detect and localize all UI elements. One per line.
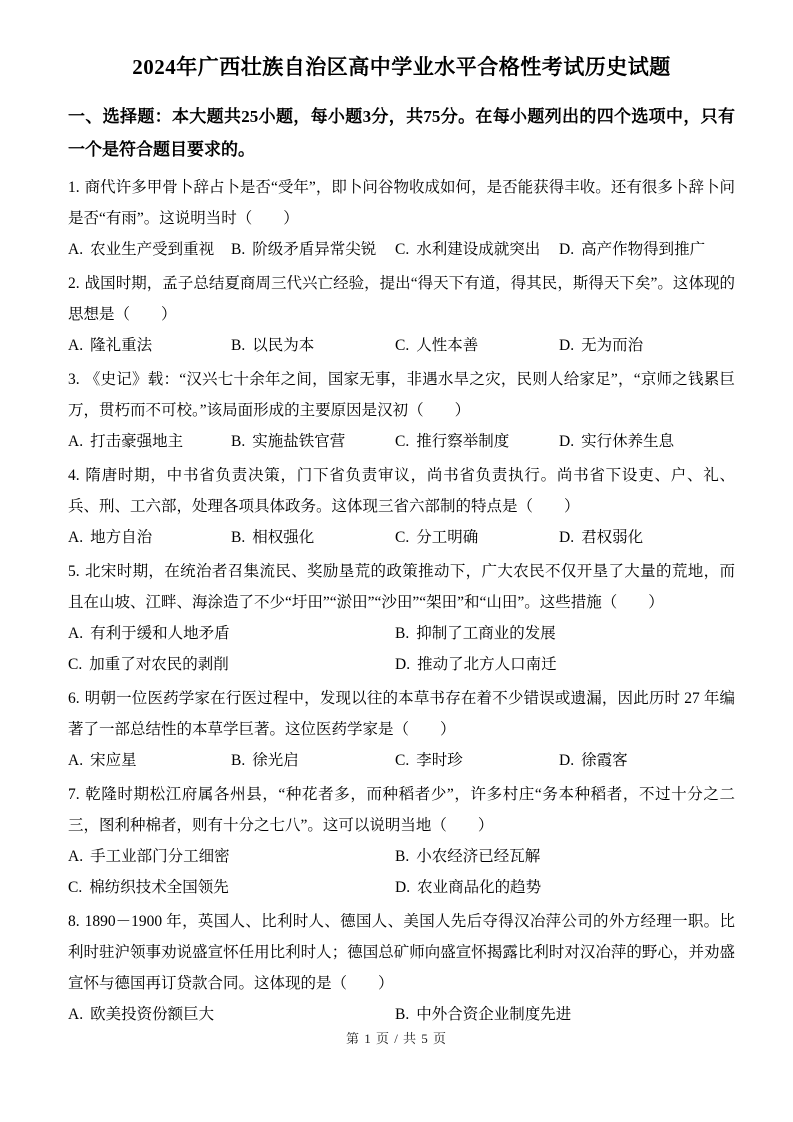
option-B: [231, 522, 395, 553]
option-A: [68, 999, 395, 1030]
option-text: 打击豪强地主: [90, 433, 184, 450]
option-text: 抑制了工商业的发展: [416, 625, 556, 642]
option-text: 棉纺织技术全国领先: [89, 879, 229, 896]
question-stem-text: 北宋时期，在统治者召集流民、奖励垦荒的政策推动下，广大农民不仅开垦了大量的荒地，而且在山坡、江畔、海涂造了不少“圩田”“淤田”“沙田”“架田”和“山田”。这些措施（ ）: [68, 563, 735, 611]
option-label: C.: [395, 433, 410, 450]
option-label: A.: [68, 848, 84, 865]
option-D: [395, 872, 735, 903]
option-label: B.: [395, 625, 410, 642]
option-C: [395, 522, 559, 553]
page-footer: 第 1 页 / 共 5 页: [345, 1031, 448, 1046]
question-options: [68, 234, 735, 265]
option-B: [395, 618, 735, 649]
option-text: 中外合资企业制度先进: [416, 1006, 572, 1023]
option-label: A.: [68, 752, 84, 769]
option-D: [559, 522, 735, 553]
option-text: 李时珍: [416, 752, 463, 769]
question-stem-text: 明朝一位医药学家在行医过程中，发现以往的本草书存在着不少错误或遗漏，因此历时 27 年编著了一部总结性的本草学巨著。这位医药学家是（ ）: [68, 690, 735, 738]
option-A: [68, 522, 231, 553]
option-label: A.: [68, 529, 84, 546]
option-text: 君权弱化: [581, 529, 644, 546]
option-A: [68, 426, 231, 457]
question-stem: [68, 779, 735, 841]
question-list: [68, 169, 735, 1030]
option-D: [559, 330, 735, 361]
option-label: A.: [68, 1006, 84, 1023]
option-label: D.: [559, 529, 575, 546]
question-options: [68, 426, 735, 457]
question-options: [68, 522, 735, 553]
option-label: B.: [395, 1006, 410, 1023]
option-text: 农业生产受到重视: [90, 241, 215, 258]
option-C: [395, 234, 559, 265]
option-A: [68, 234, 231, 265]
question: [68, 169, 735, 265]
option-C: [68, 872, 395, 903]
option-label: A.: [68, 625, 84, 642]
question-number: 3.: [68, 371, 80, 388]
option-text: 无为而治: [581, 337, 644, 354]
question-number: 2.: [68, 275, 80, 292]
question-stem: [68, 460, 735, 522]
option-text: 农业商品化的趋势: [417, 879, 542, 896]
option-label: C.: [395, 529, 410, 546]
question-stem: [68, 556, 735, 618]
option-A: [68, 841, 395, 872]
option-B: [395, 999, 735, 1030]
question: [68, 265, 735, 361]
question-options: [68, 330, 735, 361]
option-label: D.: [395, 656, 411, 673]
option-label: D.: [559, 241, 575, 258]
section-header: 一、选择题：本大题共25小题，每小题3分，共75分。在每小题列出的四个选项中，只有一个是符合题目要求的。: [68, 107, 735, 159]
option-label: C.: [68, 656, 83, 673]
question-stem-text: 乾隆时期松江府属各州县，“种花者多，而种稻者少”，许多村庄“务本种稻者，不过十分之二三，图利种棉者，则有十分之七八”。这可以说明当地（ ）: [68, 786, 735, 834]
question-stem: [68, 172, 735, 234]
option-text: 欧美投资份额巨大: [90, 1006, 215, 1023]
option-text: 人性本善: [416, 337, 479, 354]
option-label: B.: [231, 241, 246, 258]
question: [68, 457, 735, 553]
option-C: [68, 649, 395, 680]
option-label: D.: [559, 337, 575, 354]
option-C: [395, 330, 559, 361]
question-options: [68, 999, 735, 1030]
option-label: B.: [231, 433, 246, 450]
question-stem-text: 战国时期，孟子总结夏商周三代兴亡经验，提出“得天下有道，得其民，斯得天下矣”。这体现的思想是（ ）: [68, 275, 735, 323]
option-text: 实施盐铁官营: [252, 433, 346, 450]
option-text: 以民为本: [252, 337, 315, 354]
option-text: 徐光启: [252, 752, 299, 769]
option-A: [68, 618, 395, 649]
option-text: 实行休养生息: [581, 433, 675, 450]
option-label: B.: [231, 529, 246, 546]
option-text: 加重了对农民的剥削: [89, 656, 229, 673]
question-stem-text: 隋唐时期，中书省负责决策，门下省负责审议，尚书省负责执行。尚书省下设吏、户、礼、兵、刑、工六部，处理各项具体政务。这体现三省六部制的特点是（ ）: [68, 467, 735, 515]
question-stem-text: 1890－1900 年，英国人、比利时人、德国人、美国人先后夺得汉冶萍公司的外方经理一职。比利时驻沪领事劝说盛宣怀任用比利时人；德国总矿师向盛宣怀揭露比利时对汉冶萍的野心，并劝盛宣怀与德国再订贷款合同。这体现的是（ ）: [68, 913, 735, 992]
question: [68, 680, 735, 776]
question: [68, 776, 735, 903]
question-number: 6.: [68, 690, 80, 707]
option-text: 地方自治: [90, 529, 153, 546]
option-text: 相权强化: [252, 529, 315, 546]
question-number: 1.: [68, 179, 80, 196]
option-D: [559, 234, 735, 265]
option-D: [559, 745, 735, 776]
option-label: D.: [559, 752, 575, 769]
option-label: A.: [68, 337, 84, 354]
question-stem: [68, 364, 735, 426]
question-number: 5.: [68, 563, 80, 580]
option-label: A.: [68, 241, 84, 258]
question-number: 8.: [68, 913, 80, 930]
question-number: 4.: [68, 467, 80, 484]
option-label: D.: [559, 433, 575, 450]
question: [68, 903, 735, 1030]
option-D: [559, 426, 735, 457]
option-label: C.: [395, 337, 410, 354]
option-text: 高产作物得到推广: [581, 241, 706, 258]
question-stem: [68, 268, 735, 330]
option-text: 分工明确: [416, 529, 479, 546]
question-stem-text: 商代许多甲骨卜辞占卜是否“受年”，即卜问谷物收成如何，是否能获得丰收。还有很多卜辞卜问是否“有雨”。这说明当时（ ）: [68, 179, 735, 227]
question: [68, 553, 735, 680]
option-D: [395, 649, 735, 680]
question-number: 7.: [68, 786, 80, 803]
option-text: 水利建设成就突出: [416, 241, 541, 258]
option-B: [231, 234, 395, 265]
option-text: 有利于缓和人地矛盾: [90, 625, 230, 642]
option-B: [231, 426, 395, 457]
option-A: [68, 330, 231, 361]
option-label: C.: [395, 241, 410, 258]
option-text: 隆礼重法: [90, 337, 153, 354]
option-label: B.: [231, 337, 246, 354]
option-label: D.: [395, 879, 411, 896]
option-label: C.: [395, 752, 410, 769]
option-C: [395, 745, 559, 776]
option-B: [231, 330, 395, 361]
option-text: 宋应星: [90, 752, 137, 769]
question-stem-text: 《史记》载：“汉兴七十余年之间，国家无事，非遇水旱之灾，民则人给家足”，“京师之钱累巨万，贯朽而不可校。”该局面形成的主要原因是汉初（ ）: [68, 371, 735, 419]
option-text: 小农经济已经瓦解: [416, 848, 541, 865]
option-C: [395, 426, 559, 457]
option-label: B.: [395, 848, 410, 865]
option-text: 手工业部门分工细密: [90, 848, 230, 865]
option-A: [68, 745, 231, 776]
option-label: A.: [68, 433, 84, 450]
option-B: [395, 841, 735, 872]
page-title: 2024年广西壮族自治区高中学业水平合格性考试历史试题: [132, 55, 671, 79]
option-text: 徐霞客: [581, 752, 628, 769]
option-label: B.: [231, 752, 246, 769]
option-label: C.: [68, 879, 83, 896]
option-text: 推行察举制度: [416, 433, 510, 450]
question-stem: [68, 683, 735, 745]
option-text: 阶级矛盾异常尖锐: [252, 241, 377, 258]
question-options: [68, 618, 735, 680]
question: [68, 361, 735, 457]
option-B: [231, 745, 395, 776]
question-options: [68, 841, 735, 903]
question-stem: [68, 906, 735, 999]
option-text: 推动了北方人口南迁: [417, 656, 557, 673]
question-options: [68, 745, 735, 776]
